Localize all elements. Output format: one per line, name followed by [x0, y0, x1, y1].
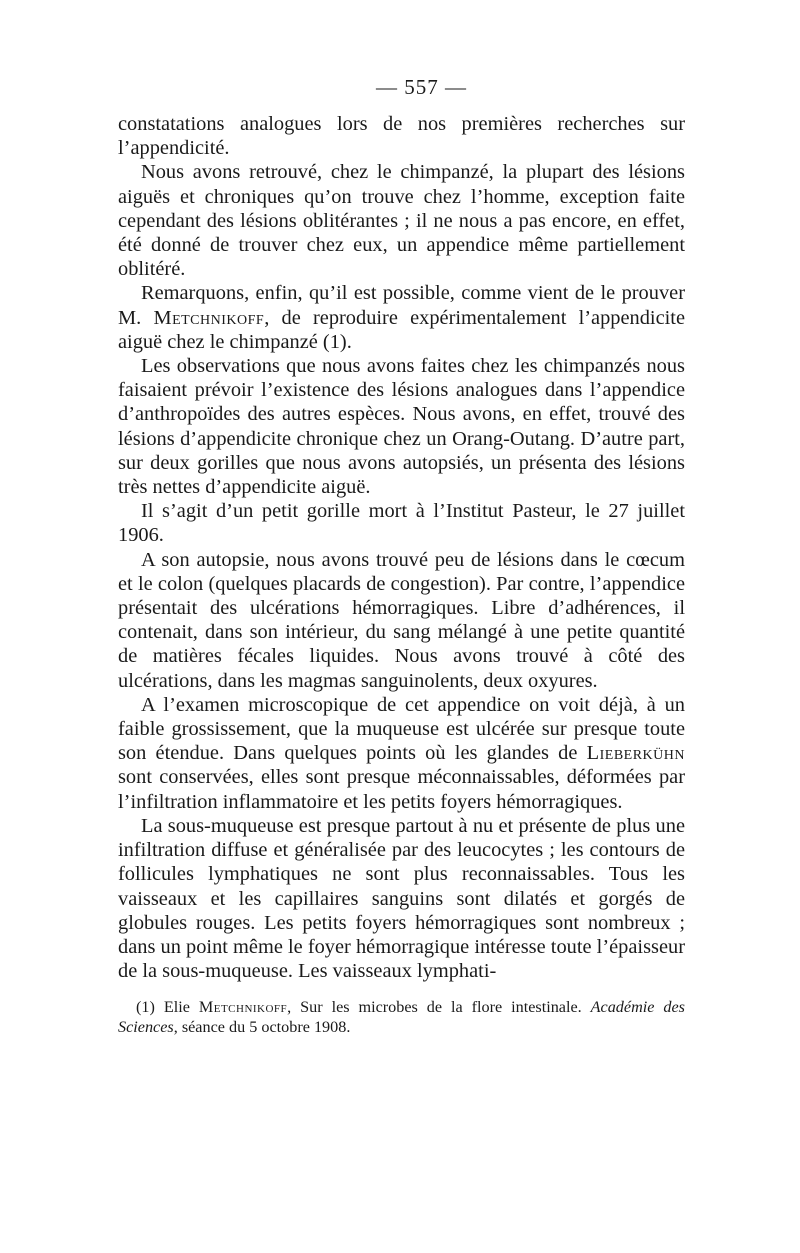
paragraph: [118, 112, 685, 160]
text-run: sont conservées, elles sont presque méconnaissables, déformées par l’infiltration inflammatoire et les petits foyers hémorragiques.: [118, 766, 685, 813]
text-run: (1) Elie: [136, 998, 199, 1017]
text-run: Nous avons retrouvé, chez le chimpanzé, la plupart des lésions aiguës et chroniques qu’on trouve chez l’homme, exception faite cependant des lésions oblitérantes ; il ne nous a pas encore, en effet, été donné de trouver chez eux, un appendice même partiellement oblitéré.: [118, 161, 685, 281]
text-run: , Sur les microbes de la flore intestinale.: [287, 998, 591, 1017]
italic-text: Académie des Sciences: [118, 998, 685, 1037]
text-run: , séance du 5 octobre 1908.: [173, 1018, 351, 1037]
paragraph: [118, 548, 685, 693]
paragraph: [118, 814, 685, 983]
text-run: constatations analogues lors de nos premières recherches sur l’appendicité.: [118, 113, 685, 160]
text-run: Il s’agit d’un petit gorille mort à l’Institut Pasteur, le 27 juillet 1906.: [118, 500, 685, 547]
author-name: Metchnikoff: [198, 998, 288, 1017]
text-run: Remarquons, enfin, qu’il est possible, comme vient de le prouver M.: [118, 282, 685, 329]
main-text: [118, 112, 685, 983]
text-run: A son autopsie, nous avons trouvé peu de lésions dans le cœcum et le colon (quelques placards de congestion). Par contre, l’appendice présentait des ulcérations hémorragiques. Libre d’adhérences, il contenait, dans son intérieur, du sang mélangé à une petite quantité de matières fécales liquides. Nous avons trouvé à côté des ulcérations, dans les magmas sanguinolents, deux oxyures.: [118, 548, 685, 692]
page-number: — 557 —: [376, 75, 467, 99]
footnote: [118, 997, 685, 1037]
author-name: Metchnikoff: [153, 306, 265, 329]
text-run: La sous-muqueuse est presque partout à nu et présente de plus une infiltration diffuse et généralisée par des leucocytes ; les contours de follicules lymphatiques ne sont plus reconnaissables. Tous les vaisseaux et les capillaires sanguins sont dilatés et gorgés de globules rouges. Les petits foyers hémorragiques sont nombreux ; dans un point même le foyer hémorragique intéresse toute l’épaisseur de la sous-muqueuse. Les vaisseaux lymphati-: [118, 814, 685, 983]
paragraph: [118, 693, 685, 814]
paragraph: [118, 160, 685, 281]
paragraph: [118, 499, 685, 547]
book-page: [118, 72, 685, 1037]
footnotes: [118, 997, 685, 1037]
text-run: Les observations que nous avons faites chez les chimpanzés nous faisaient prévoir l’existence des lésions analogues dans l’appendice d’anthropoïdes des autres espèces. Nous avons, en effet, trouvé des lésions d’appendicite chronique chez un Orang-Outang. D’autre part, sur deux gorilles que nous avons autopsiés, un présenta des lésions très nettes d’appendicite aiguë.: [118, 355, 685, 499]
paragraph: [118, 354, 685, 499]
text-run: A l’examen microscopique de cet appendice on voit déjà, à un faible grossissement, que la muqueuse est ulcérée sur presque toute son étendue. Dans quelques points où les glandes de: [118, 693, 685, 765]
paragraph: [118, 281, 685, 354]
author-name: Lieberkühn: [586, 742, 685, 765]
text-run: , de reproduire expérimentalement l’appendicite aiguë chez le chimpanzé (1).: [118, 306, 686, 353]
